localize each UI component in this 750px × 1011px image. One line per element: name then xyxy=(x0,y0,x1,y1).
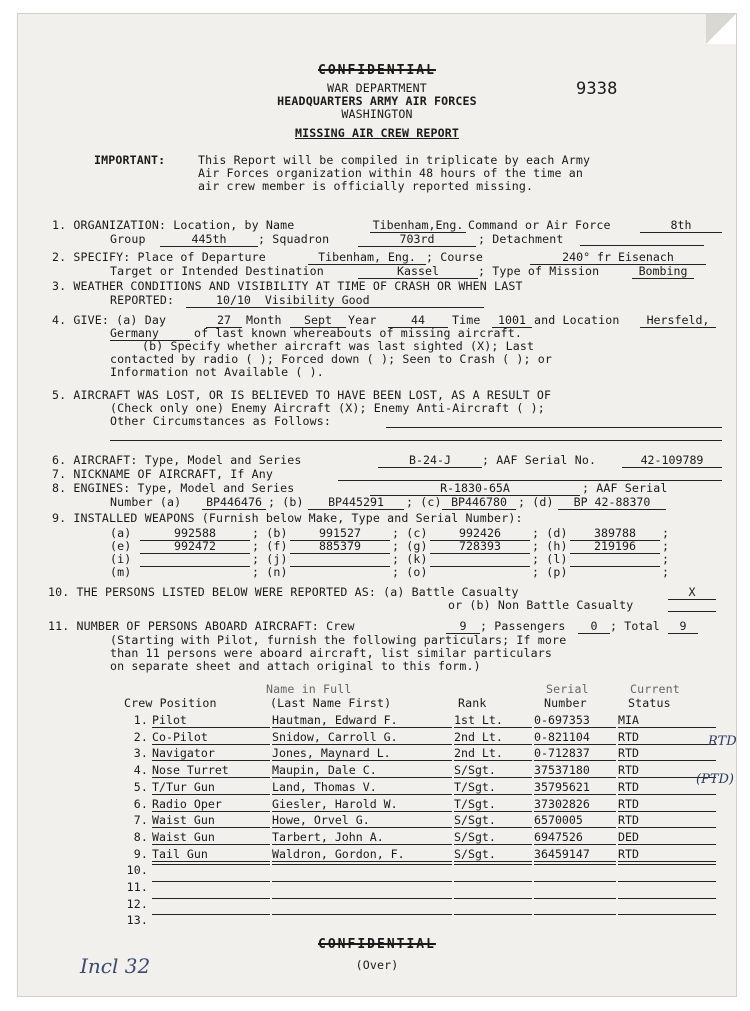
air-force-value: 8th xyxy=(640,219,722,233)
crew-position: Navigator xyxy=(152,747,270,761)
weapon-label-c: ; (c) xyxy=(392,526,428,540)
weapon-label-o: ; (o) xyxy=(392,565,428,579)
crew-name: Waldron, Gordon, F. xyxy=(272,848,452,862)
weapon-row-end: ; xyxy=(662,565,670,579)
weapon-label-p: ; (p) xyxy=(532,565,568,579)
crew-row-number: 13. xyxy=(126,913,148,927)
item6-prefix: 6. AIRCRAFT: Type, Model and Series xyxy=(52,453,302,467)
weapon-row-end: ; xyxy=(662,552,670,566)
weapon-label-i: (i) xyxy=(110,552,132,566)
crew-position: Tail Gun xyxy=(152,848,270,862)
crew-serial: 37302826 xyxy=(534,798,616,812)
weapon-label-e: (e) xyxy=(110,539,132,553)
weapon-value-a: 992588 xyxy=(140,527,250,541)
weapon-value-e: 992472 xyxy=(140,540,250,554)
aircraft-type-value: B-24-J xyxy=(378,454,482,468)
hq-army-air-forces: HEADQUARTERS ARMY AIR FORCES xyxy=(277,94,477,108)
crew-status: RTD xyxy=(618,814,716,828)
crew-serial: 0-821104 xyxy=(534,731,616,745)
war-department: WAR DEPARTMENT xyxy=(327,81,427,95)
crew-position xyxy=(152,914,270,915)
item9-line-1: 9. INSTALLED WEAPONS (Furnish below Make, Type and Serial Number): xyxy=(52,511,523,525)
crew-status: RTD xyxy=(618,747,716,761)
weapon-value-d: 389788 xyxy=(570,527,660,541)
crew-serial: 6570005 xyxy=(534,814,616,828)
crew-status: RTD xyxy=(618,798,716,812)
confidential-stamp-bottom: CONFIDENTIAL xyxy=(318,937,436,952)
crew-rank: S/Sgt. xyxy=(454,848,532,862)
weapon-value-j xyxy=(290,553,390,554)
day-value: 27 xyxy=(206,314,242,328)
item10-line-2: or (b) Non Battle Casualty xyxy=(448,598,634,612)
weapon-value-i xyxy=(140,553,250,554)
crew-row-number: 6. xyxy=(133,797,148,811)
weapon-value-c: 992426 xyxy=(430,527,530,541)
crew-row-number: 7. xyxy=(133,813,148,827)
crew-row-number: 4. xyxy=(133,763,148,777)
crew-rank: 1st Lt. xyxy=(454,714,532,728)
crew-name: Hautman, Edward F. xyxy=(272,714,452,728)
weapon-label-f: ; (f) xyxy=(252,539,288,553)
aircraft-serial-value: 42-109789 xyxy=(622,454,722,468)
crew-serial: 6947526 xyxy=(534,831,616,845)
crew-rank: T/Sgt. xyxy=(454,781,532,795)
item1-prefix: 1. ORGANIZATION: Location, by Name xyxy=(52,218,295,232)
crew-status: RTD xyxy=(618,781,716,795)
crew-row-number: 8. xyxy=(133,830,148,844)
margin-note-rtd: RTD xyxy=(708,734,737,749)
engine-d-label: ; (d) xyxy=(518,495,554,509)
item3-line-1: 3. WEATHER CONDITIONS AND VISIBILITY AT TIME OF CRASH OR WHEN LAST xyxy=(52,279,523,293)
weapon-label-d: ; (d) xyxy=(532,526,568,540)
weapon-value-k xyxy=(430,553,530,554)
item10-line-1: 10. THE PERSONS LISTED BELOW WERE REPORTED AS: (a) Battle Casualty xyxy=(48,585,519,599)
crew-serial: 0-712837 xyxy=(534,747,616,761)
crew-position-header: Crew Position xyxy=(124,696,217,710)
crew-name: Maupin, Dale C. xyxy=(272,764,452,778)
crew-row-number: 2. xyxy=(133,730,148,744)
crew-rank: 2nd Lt. xyxy=(454,747,532,761)
item4-whereabouts: of last known whereabouts of missing aircraft. xyxy=(194,326,522,340)
margin-note-ptd: (PTD) xyxy=(696,772,734,787)
crew-rank xyxy=(454,881,532,882)
item2-prefix: 2. SPECIFY: Place of Departure xyxy=(52,250,266,264)
detachment-line xyxy=(580,245,704,246)
item11-line-2: (Starting with Pilot, furnish the following particulars; If more xyxy=(110,633,567,647)
crew-rank xyxy=(454,864,532,865)
name-header: (Last Name First) xyxy=(270,696,392,710)
crew-status: RTD xyxy=(618,848,716,862)
year-label: Year xyxy=(348,313,377,327)
weapon-value-l xyxy=(570,553,660,554)
non-battle-line xyxy=(668,611,716,612)
serial-header-top: Serial xyxy=(546,682,589,696)
crew-row-number: 3. xyxy=(133,746,148,760)
crew-name xyxy=(272,881,452,882)
crew-name: Land, Thomas V. xyxy=(272,781,452,795)
name-header-top: Name in Full xyxy=(266,682,352,696)
engine-d-value: BP 42-88370 xyxy=(558,496,666,510)
weapon-value-f: 885379 xyxy=(290,540,390,554)
engine-c-value: BP446780 xyxy=(442,496,516,510)
report-page xyxy=(18,14,736,996)
crew-row-number: 11. xyxy=(126,880,148,894)
item4-line-5: Information not Available ( ). xyxy=(110,365,324,379)
item4-line-4: contacted by radio ( ); Forced down ( ); Seen to Crash ( ); or xyxy=(110,352,553,366)
item5-line-2: (Check only one) Enemy Aircraft (X); Enemy Anti-Aircraft ( ); xyxy=(110,401,545,415)
month-value: Sept xyxy=(290,314,346,328)
crash-location-value-2: Germany xyxy=(110,327,190,341)
inclosure-note: Incl 32 xyxy=(80,954,151,978)
item11-line-4: on separate sheet and attach original to this form.) xyxy=(110,659,481,673)
important-label: IMPORTANT: xyxy=(94,153,166,167)
weapon-label-g: ; (g) xyxy=(392,539,428,553)
crew-rank xyxy=(454,898,532,899)
crew-name: Howe, Orvel G. xyxy=(272,814,452,828)
location-label: and Location xyxy=(534,313,620,327)
crew-rank xyxy=(454,914,532,915)
crew-rank: T/Sgt. xyxy=(454,798,532,812)
target-label: Target or Intended Destination xyxy=(110,264,324,278)
aaf-serial-label: ; AAF Serial No. xyxy=(482,453,597,467)
important-line-2: Air Forces organization within 48 hours of the time an xyxy=(198,166,584,180)
crew-name xyxy=(272,898,452,899)
month-label: Month xyxy=(246,313,282,327)
other-circumstances-line-1 xyxy=(386,427,722,428)
crew-name xyxy=(272,914,452,915)
org-location-value: Tibenham,Eng. xyxy=(370,219,466,233)
engine-serial-label: ; AAF Serial xyxy=(582,481,668,495)
crew-row-number: 1. xyxy=(133,713,148,727)
time-value: 1001 xyxy=(492,314,532,328)
crew-status: MIA xyxy=(618,714,716,728)
departure-value: Tibenham, Eng. xyxy=(308,251,426,265)
crew-name: Giesler, Harold W. xyxy=(272,798,452,812)
weapon-label-b: ; (b) xyxy=(252,526,288,540)
crew-position: Radio Oper xyxy=(152,798,270,812)
crew-serial xyxy=(534,864,616,865)
passengers-label: ; Passengers xyxy=(480,619,566,633)
engine-b-label: ; (b) xyxy=(268,495,304,509)
crew-row-number: 9. xyxy=(133,847,148,861)
rank-header: Rank xyxy=(458,696,487,710)
weapon-label-n: ; (n) xyxy=(252,565,288,579)
passengers-value: 0 xyxy=(578,620,610,634)
item8-prefix: 8. ENGINES: Type, Model and Series xyxy=(52,481,295,495)
weapon-label-h: ; (h) xyxy=(532,539,568,553)
weapon-row-end: ; xyxy=(662,526,670,540)
crew-position xyxy=(152,864,270,865)
confidential-stamp-top: CONFIDENTIAL xyxy=(318,63,436,78)
year-value: 44 xyxy=(388,314,448,328)
squadron-label: ; Squadron xyxy=(258,232,330,246)
item5-line-1: 5. AIRCRAFT WAS LOST, OR IS BELIEVED TO HAVE BEEN LOST, AS A RESULT OF xyxy=(52,388,552,402)
engine-a-value: BP446476 xyxy=(202,496,266,510)
item11-prefix: 11. NUMBER OF PERSONS ABOARD AIRCRAFT: Crew xyxy=(48,619,355,633)
weapon-value-m xyxy=(140,566,250,567)
weapon-row-end: ; xyxy=(662,539,670,553)
crew-serial: 35795621 xyxy=(534,781,616,795)
crew-position: Waist Gun xyxy=(152,831,270,845)
crew-serial xyxy=(534,898,616,899)
item4-prefix: 4. GIVE: (a) Day xyxy=(52,313,167,327)
status-header-top: Current xyxy=(630,682,680,696)
report-title: MISSING AIR CREW REPORT xyxy=(295,126,459,140)
time-label: Time xyxy=(452,313,481,327)
crew-status xyxy=(618,898,716,899)
crew-status: RTD xyxy=(618,764,716,778)
crew-status xyxy=(618,914,716,915)
crew-position: Waist Gun xyxy=(152,814,270,828)
crew-position: Pilot xyxy=(152,714,270,728)
engine-model-value: R-1830-65A xyxy=(370,482,580,496)
crew-position: Nose Turret xyxy=(152,764,270,778)
crew-serial: 37537180 xyxy=(534,764,616,778)
weapon-label-j: ; (j) xyxy=(252,552,288,566)
serial-header: Number xyxy=(544,696,587,710)
report-number: 9338 xyxy=(576,79,618,99)
battle-casualty-value: X xyxy=(668,586,716,600)
weapon-value-n xyxy=(290,566,390,567)
crew-name xyxy=(272,864,452,865)
crew-rank: S/Sgt. xyxy=(454,831,532,845)
crew-count-value: 9 xyxy=(446,620,480,634)
crew-serial: 36459147 xyxy=(534,848,616,862)
over-label: (Over) xyxy=(355,958,399,972)
crew-row-number: 10. xyxy=(126,863,148,877)
crew-status: DED xyxy=(618,831,716,845)
item11-line-3: than 11 persons were aboard aircraft, list similar particulars xyxy=(110,646,553,660)
important-line-1: This Report will be compiled in triplicate by each Army xyxy=(198,153,591,167)
mission-label: ; Type of Mission xyxy=(478,264,600,278)
total-value: 9 xyxy=(668,620,698,634)
item3-reported-label: REPORTED: xyxy=(110,293,175,307)
mission-value: Bombing xyxy=(632,265,694,279)
crew-row-number: 5. xyxy=(133,780,148,794)
other-circumstances-line-2 xyxy=(110,440,722,441)
crew-name: Tarbert, John A. xyxy=(272,831,452,845)
course-label: ; Course xyxy=(426,250,484,264)
crew-name: Snidow, Carroll G. xyxy=(272,731,452,745)
crew-rank: 2nd Lt. xyxy=(454,731,532,745)
weapon-value-g: 728393 xyxy=(430,540,530,554)
item7-label: 7. NICKNAME OF AIRCRAFT, If Any xyxy=(52,467,274,481)
city: WASHINGTON xyxy=(341,107,413,121)
group-label: Group xyxy=(110,232,146,246)
weapon-label-k: ; (k) xyxy=(392,552,428,566)
crash-location-value: Hersfeld, xyxy=(640,314,716,328)
crew-position xyxy=(152,898,270,899)
group-value: 445th xyxy=(160,233,258,247)
crew-row-number: 12. xyxy=(126,897,148,911)
crew-position: T/Tur Gun xyxy=(152,781,270,795)
crew-status xyxy=(618,864,716,865)
detachment-label: ; Detachment xyxy=(478,232,564,246)
total-label: ; Total xyxy=(610,619,660,633)
crew-serial: 0-697353 xyxy=(534,714,616,728)
crew-rank: S/Sgt. xyxy=(454,814,532,828)
weapon-label-m: (m) xyxy=(110,565,132,579)
crew-name: Jones, Maynard L. xyxy=(272,747,452,761)
crew-position: Co-Pilot xyxy=(152,731,270,745)
item5-line-3: Other Circumstances as Follows: xyxy=(110,414,332,428)
squadron-value: 703rd xyxy=(358,233,476,247)
course-value: 240° fr Eisenach xyxy=(530,251,706,265)
page-dogear xyxy=(706,14,736,44)
item1-command-label: Command or Air Force xyxy=(468,218,611,232)
engine-number-label: Number (a) xyxy=(110,495,182,509)
crew-rank: S/Sgt. xyxy=(454,764,532,778)
item4-line-3: (b) Specify whether aircraft was last sighted (X); Last xyxy=(142,339,535,353)
status-header: Status xyxy=(628,696,671,710)
weapon-value-h: 219196 xyxy=(570,540,660,554)
crew-position xyxy=(152,881,270,882)
weather-value: 10/10 Visibility Good xyxy=(186,294,484,308)
crew-status: RTD xyxy=(618,731,716,745)
weapon-label-l: ; (l) xyxy=(532,552,568,566)
crew-status xyxy=(618,881,716,882)
crew-serial xyxy=(534,914,616,915)
weapon-value-p xyxy=(570,566,660,567)
weapon-label-a: (a) xyxy=(110,526,132,540)
target-value: Kassel xyxy=(358,265,478,279)
engine-c-label: ; (c) xyxy=(406,495,442,509)
important-line-3: air crew member is officially reported missing. xyxy=(198,179,534,193)
weapon-value-b: 991527 xyxy=(290,527,390,541)
crew-serial xyxy=(534,881,616,882)
engine-b-value: BP445291 xyxy=(308,496,404,510)
weapon-value-o xyxy=(430,566,530,567)
